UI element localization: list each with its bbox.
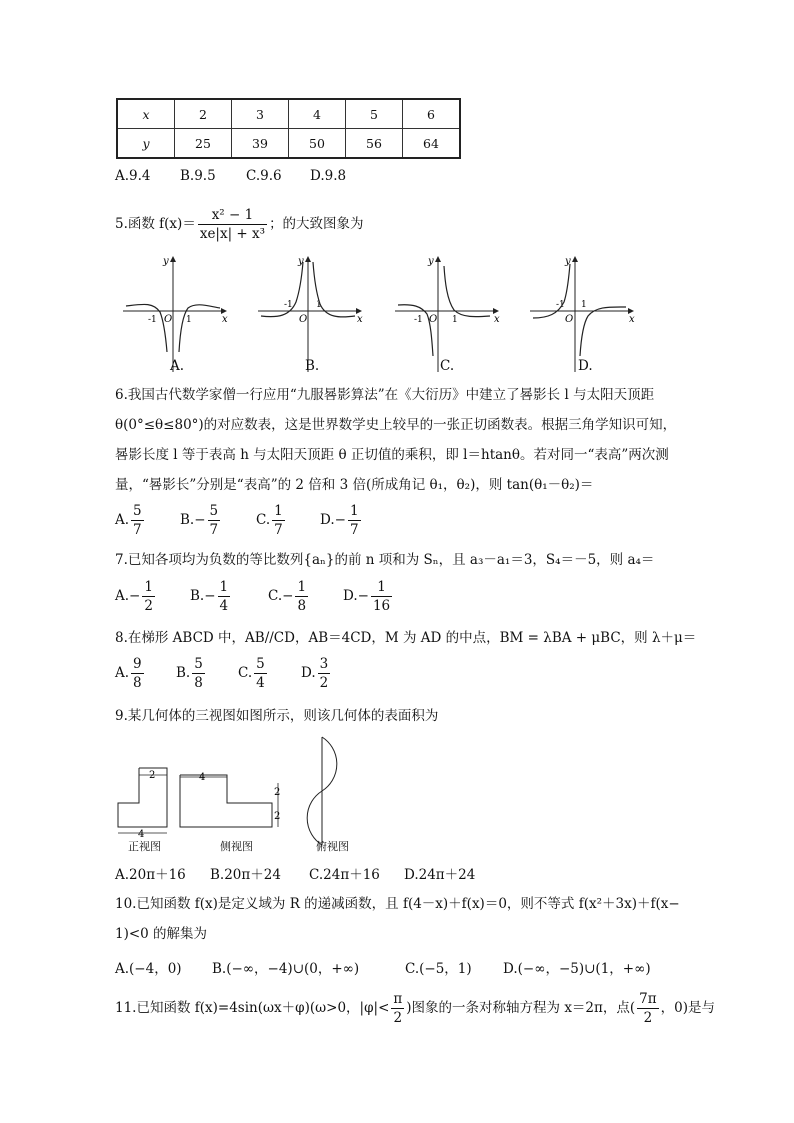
q9-text: 9.某几何体的三视图如图所示，则该几何体的表面积为	[115, 708, 439, 724]
question-5	[115, 206, 364, 243]
option-numerator: 5	[256, 656, 265, 672]
q10-line-1: 10.已知函数 f(x)是定义域为 R 的递减函数，且 f(4－x)＋f(x)＝0，则不等式 f(x²＋3x)＋f(x−	[115, 896, 680, 912]
option-numerator: 5	[194, 656, 203, 672]
side-view-caption: 侧视图	[220, 840, 253, 853]
option-sign: −	[282, 588, 294, 604]
q9-option-a: A.20π＋16	[115, 867, 186, 883]
q10-line-2: 1)<0 的解集为	[115, 926, 208, 942]
svg-text:O: O	[164, 314, 173, 325]
option-label: D.	[343, 588, 358, 604]
svg-text:x: x	[629, 314, 635, 325]
q7-option-c	[268, 578, 310, 615]
table-row	[117, 129, 460, 159]
svg-text:O: O	[429, 314, 438, 325]
svg-text:-1: -1	[556, 300, 565, 310]
graph-b	[258, 256, 363, 372]
option-numerator: 5	[209, 503, 219, 519]
option-denominator: 4	[256, 675, 265, 691]
side-dim-lower: 2	[274, 811, 281, 822]
svg-text:1: 1	[186, 315, 192, 325]
option-numerator: 9	[133, 656, 142, 672]
option-numerator: 1	[274, 503, 283, 519]
table-cell: 39	[232, 129, 289, 159]
q6-option-b	[180, 502, 222, 539]
q5-graph-label-b: B.	[305, 358, 320, 374]
option-numerator: 1	[219, 579, 229, 595]
q9-option-b: B.20π＋24	[210, 867, 281, 883]
top-view	[307, 737, 337, 845]
option-numerator: 1	[349, 503, 359, 519]
q5-fraction	[198, 206, 267, 243]
table-row	[117, 99, 460, 129]
q5-suffix: ；的大致图象为	[269, 216, 364, 232]
side-view	[180, 772, 280, 827]
svg-text:x: x	[357, 314, 363, 325]
q6-line-3: 晷影长度 l 等于表高 h 与太阳天顶距 θ 正切值的乘积，即 l＝htanθ。若对同一“表高”两次测	[115, 447, 669, 463]
option-numerator: 3	[319, 656, 329, 672]
q11-part-1: 11.已知函数 f(x)=4sin(ωx＋φ)(ω>0，|φ|<	[115, 1000, 390, 1016]
q5-prefix: 5.函数 f(x)＝	[115, 216, 196, 232]
q6-option-d	[320, 502, 363, 539]
svg-text:-1: -1	[284, 300, 293, 310]
q5-graph-label-d: D.	[578, 358, 593, 374]
q4-option-c: C.9.6	[246, 168, 282, 184]
table-cell: 64	[403, 129, 461, 159]
table-cell: 3	[232, 99, 289, 129]
option-label: B.	[176, 665, 191, 681]
question-11	[115, 990, 715, 1027]
option-label: B.	[180, 512, 195, 528]
side-dim-upper: 2	[274, 787, 281, 798]
svg-text:y: y	[565, 256, 571, 267]
q10-option-b: B.(−∞，−4)∪(0，+∞)	[212, 961, 360, 977]
svg-text:y: y	[428, 256, 434, 267]
option-label: D.	[301, 665, 316, 681]
option-label: C.	[238, 665, 253, 681]
option-numerator: 1	[144, 579, 153, 595]
q6-line-4: 量，“晷影长”分别是“表高”的 2 倍和 3 倍(所成角记 θ₁，θ₂)，则 tan(θ₁－θ₂)＝	[115, 477, 594, 493]
graph-a	[123, 256, 228, 372]
option-denominator: 16	[372, 598, 391, 614]
side-dim-top: 4	[199, 772, 206, 783]
front-dim-top: 2	[149, 770, 156, 781]
option-denominator: 7	[209, 522, 219, 538]
svg-text:y: y	[298, 256, 304, 267]
option-denominator: 7	[274, 522, 283, 538]
front-dim-bottom: 4	[138, 829, 145, 840]
svg-text:-1: -1	[414, 315, 423, 325]
option-label: A.	[115, 588, 130, 604]
graph-c	[395, 256, 500, 372]
option-label: A.	[115, 665, 130, 681]
svg-text:x: x	[222, 314, 228, 325]
q11-frac1-den: 2	[393, 1010, 403, 1026]
q8-option-c	[238, 655, 269, 692]
q10-option-a: A.(−4，0)	[115, 961, 182, 977]
graph-d	[530, 256, 635, 372]
option-label: C.	[268, 588, 283, 604]
option-denominator: 2	[319, 675, 329, 691]
svg-text:x: x	[494, 314, 500, 325]
q5-graph-label-a: A.	[170, 358, 185, 374]
q5-denominator: xe|x| + x³	[199, 226, 266, 242]
q10-option-c: C.(−5，1)	[405, 961, 472, 977]
q9-option-c: C.24π＋16	[309, 867, 380, 883]
q4-option-d: D.9.8	[310, 168, 347, 184]
table-cell: 4	[289, 99, 346, 129]
table-header-y: y	[117, 129, 175, 159]
option-sign: −	[334, 512, 346, 528]
q8-text: 8.在梯形 ABCD 中，AB//CD，AB＝4CD，M 为 AD 的中点，BM = λBA + μBC，则 λ＋μ＝	[115, 630, 697, 646]
q9-option-d: D.24π＋24	[404, 867, 476, 883]
svg-text:1: 1	[316, 300, 322, 310]
option-denominator: 2	[144, 598, 153, 614]
q5-numerator: x² − 1	[198, 206, 267, 225]
option-sign: −	[204, 588, 216, 604]
q6-line-2: θ(0°≤θ≤80°)的对应数表，这是世界数学史上较早的一张正切函数表。根据三角学知识可知，	[115, 417, 677, 433]
option-numerator: 1	[371, 578, 392, 597]
option-label: A.	[115, 512, 130, 528]
front-view-caption: 正视图	[128, 840, 161, 853]
table-cell: 50	[289, 129, 346, 159]
option-denominator: 8	[194, 675, 203, 691]
q6-option-c	[256, 502, 287, 539]
option-denominator: 8	[133, 675, 142, 691]
table-cell: 5	[346, 99, 403, 129]
svg-text:y: y	[163, 256, 169, 267]
q11-frac2-den: 2	[643, 1010, 653, 1026]
option-denominator: 4	[219, 598, 229, 614]
q8-option-b	[176, 655, 207, 692]
data-table	[116, 98, 461, 159]
option-denominator: 8	[297, 598, 307, 614]
top-view-caption: 俯视图	[316, 840, 349, 853]
table-cell: 25	[175, 129, 232, 159]
option-label: D.	[320, 512, 335, 528]
q5-graphs	[118, 252, 693, 382]
option-sign: −	[194, 512, 206, 528]
svg-text:1: 1	[581, 300, 587, 310]
svg-text:O: O	[565, 314, 574, 325]
q8-option-a	[115, 655, 146, 692]
table-header-x: x	[117, 99, 175, 129]
q7-option-a	[115, 578, 157, 615]
q11-frac2-num: 7π	[639, 991, 657, 1007]
q6-option-a	[115, 502, 146, 539]
svg-text:O: O	[299, 314, 308, 325]
option-numerator: 5	[133, 503, 142, 519]
option-sign: −	[357, 588, 369, 604]
svg-text:-1: -1	[148, 315, 157, 325]
svg-text:1: 1	[452, 315, 458, 325]
q7-option-b	[190, 578, 232, 615]
q8-option-d	[301, 655, 332, 692]
q11-part-2: )图象的一条对称轴方程为 x＝2π，点(	[406, 1000, 636, 1016]
q7-text: 7.已知各项均为负数的等比数列{aₙ}的前 n 项和为 Sₙ，且 a₃－a₁＝3，S₄＝－5，则 a₄＝	[115, 552, 655, 568]
q10-option-d: D.(−∞，−5)∪(1，+∞)	[503, 961, 651, 977]
q4-option-b: B.9.5	[180, 168, 216, 184]
q11-frac1-num: π	[393, 991, 403, 1007]
option-label: B.	[190, 588, 205, 604]
table-cell: 56	[346, 129, 403, 159]
table-cell: 6	[403, 99, 461, 129]
option-numerator: 1	[297, 579, 307, 595]
option-denominator: 7	[133, 522, 142, 538]
front-view	[118, 768, 167, 840]
q6-line-1: 6.我国古代数学家僧一行应用“九服晷影算法”在《大衍历》中建立了晷影长 l 与太阳天顶距	[115, 387, 655, 403]
q4-option-a: A.9.4	[115, 168, 151, 184]
q5-graph-label-c: C.	[440, 358, 455, 374]
option-denominator: 7	[349, 522, 359, 538]
q9-three-views	[112, 735, 372, 850]
q11-part-3: ，0)是与	[660, 1000, 715, 1016]
option-sign: −	[129, 588, 141, 604]
table-cell: 2	[175, 99, 232, 129]
q7-option-d	[343, 578, 394, 615]
option-label: C.	[256, 512, 271, 528]
